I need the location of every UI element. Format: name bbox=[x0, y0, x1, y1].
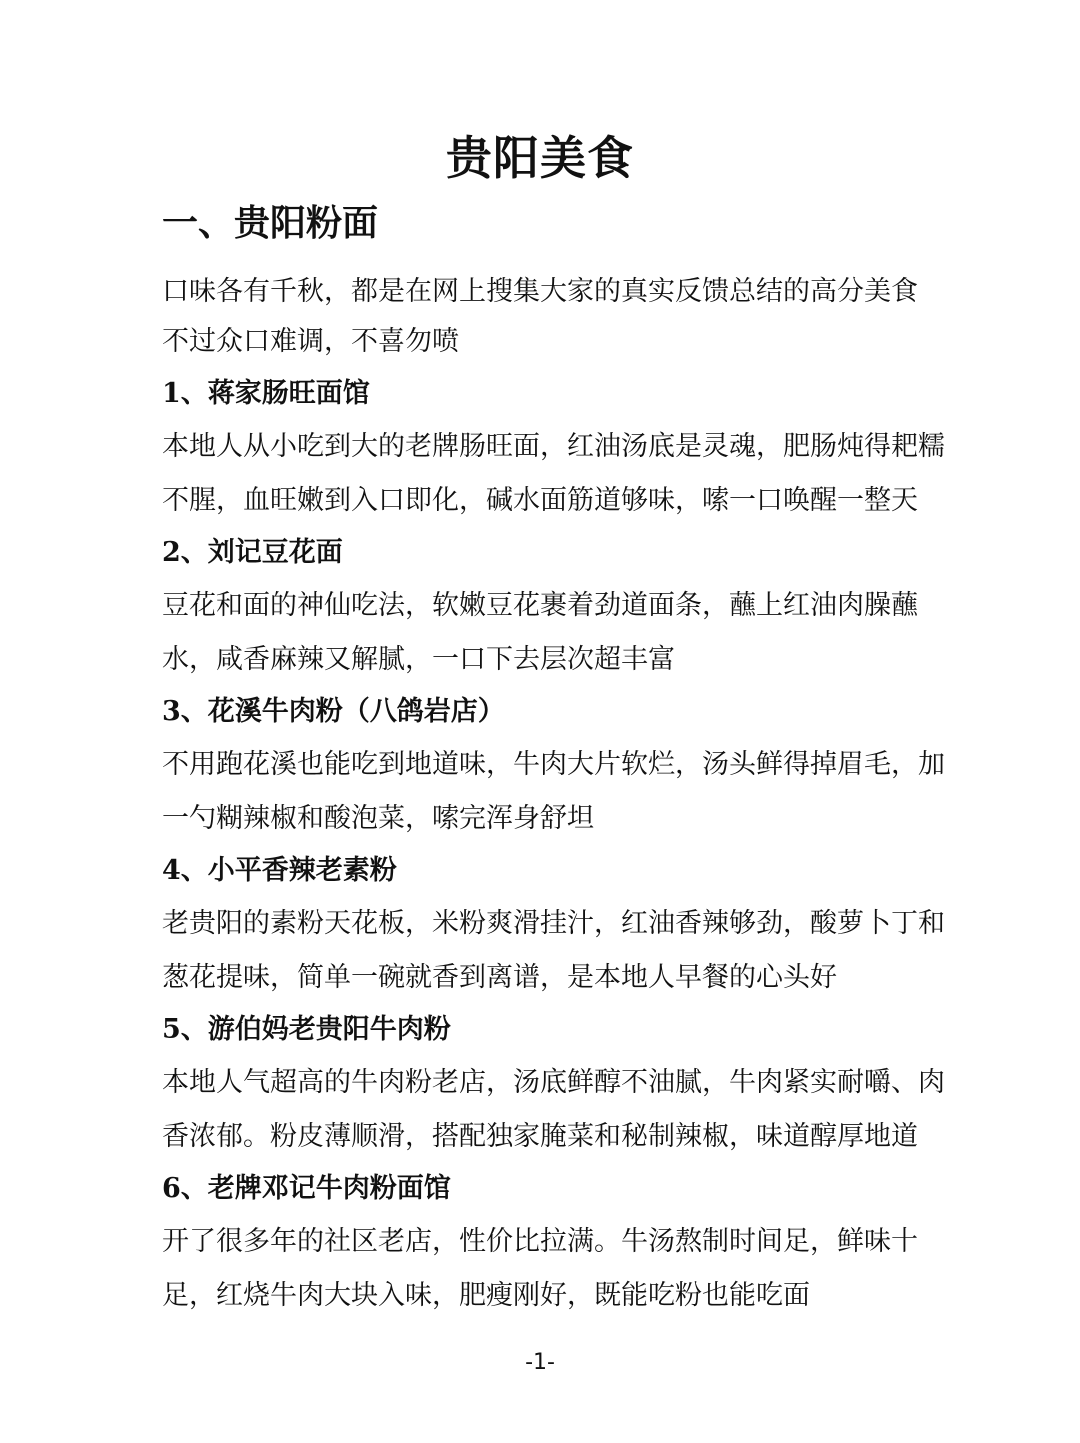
item-description-line: 葱花提味，简单一碗就香到离谱，是本地人早餐的心头好 bbox=[162, 962, 837, 993]
item-description-line: 本地人气超高的牛肉粉老店，汤底鲜醇不油腻，牛肉紧实耐嚼、肉 bbox=[162, 1067, 945, 1098]
item-title-5: 5、游伯妈老贵阳牛肉粉 bbox=[162, 1014, 451, 1045]
item-title-4: 4、小平香辣老素粉 bbox=[162, 855, 397, 886]
item-description-line: 豆花和面的神仙吃法，软嫩豆花裹着劲道面条，蘸上红油肉臊蘸 bbox=[162, 590, 918, 621]
item-description-line: 不用跑花溪也能吃到地道味，牛肉大片软烂，汤头鲜得掉眉毛，加 bbox=[162, 749, 945, 780]
item-description-line: 本地人从小吃到大的老牌肠旺面，红油汤底是灵魂，肥肠炖得耙糯 bbox=[162, 431, 945, 462]
page-number: -1- bbox=[525, 1350, 555, 1375]
item-description-line: 老贵阳的素粉天花板，米粉爽滑挂汁，红油香辣够劲，酸萝卜丁和 bbox=[162, 908, 945, 939]
intro-line: 口味各有千秋，都是在网上搜集大家的真实反馈总结的高分美食 bbox=[162, 276, 918, 307]
section-heading: 一、贵阳粉面 bbox=[162, 203, 379, 244]
item-description-line: 足，红烧牛肉大块入味，肥瘦刚好，既能吃粉也能吃面 bbox=[162, 1280, 810, 1311]
item-description-line: 一勺糊辣椒和酸泡菜，嗦完浑身舒坦 bbox=[162, 803, 594, 834]
item-title-2: 2、刘记豆花面 bbox=[162, 537, 343, 568]
item-description-line: 香浓郁。粉皮薄顺滑，搭配独家腌菜和秘制辣椒，味道醇厚地道 bbox=[162, 1121, 918, 1152]
item-description-line: 水，咸香麻辣又解腻，一口下去层次超丰富 bbox=[162, 644, 675, 675]
item-description-line: 不腥，血旺嫩到入口即化，碱水面筋道够味，嗦一口唤醒一整天 bbox=[162, 485, 918, 516]
document-title: 贵阳美食 bbox=[446, 131, 634, 185]
item-title-1: 1、蒋家肠旺面馆 bbox=[162, 378, 370, 409]
item-title-6: 6、老牌邓记牛肉粉面馆 bbox=[162, 1173, 451, 1204]
intro-line: 不过众口难调，不喜勿喷 bbox=[162, 326, 459, 357]
item-description-line: 开了很多年的社区老店，性价比拉满。牛汤熬制时间足，鲜味十 bbox=[162, 1226, 918, 1257]
item-title-3: 3、花溪牛肉粉（八鸽岩店） bbox=[162, 696, 505, 727]
